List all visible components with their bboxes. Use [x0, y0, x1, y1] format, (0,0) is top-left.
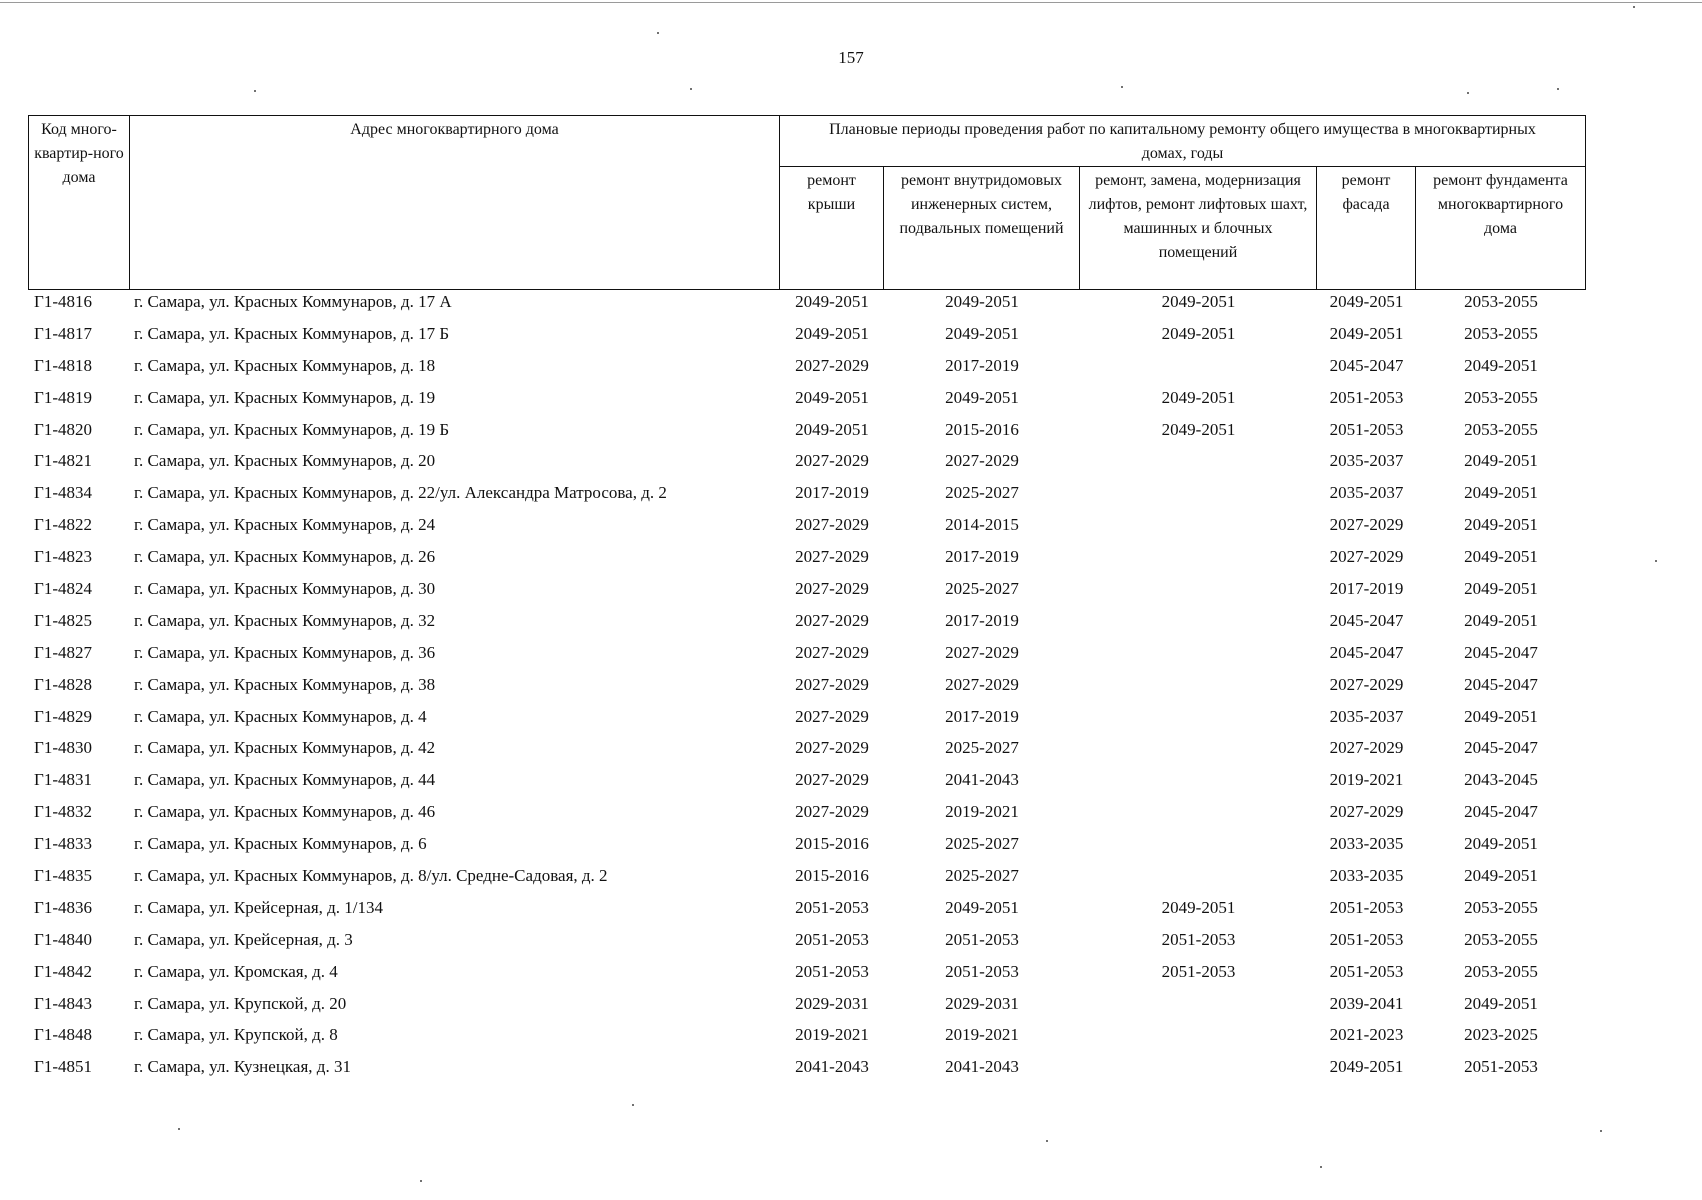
- cell-roof: 2019-2021: [795, 1025, 869, 1045]
- scan-speck: [1320, 1166, 1322, 1168]
- cell-code: Г1-4833: [34, 834, 92, 854]
- cell-foundation: 2053-2055: [1464, 323, 1538, 343]
- cell-roof: 2015-2016: [795, 834, 869, 854]
- cell-foundation: 2053-2055: [1464, 897, 1538, 917]
- cell-address: г. Самара, ул. Красных Коммунаров, д. 26: [134, 547, 436, 567]
- cell-facade: 2051-2053: [1329, 897, 1404, 917]
- cell-foundation: 2049-2051: [1464, 355, 1538, 375]
- cell-engineering: 2027-2029: [945, 451, 1019, 471]
- cell-facade: 2033-2035: [1329, 834, 1404, 854]
- header-address: Адрес многоквартирного дома: [130, 116, 780, 290]
- scan-speck: [1467, 92, 1469, 94]
- table-row: [28, 994, 1588, 1026]
- cell-foundation: 2053-2055: [1464, 961, 1538, 981]
- cell-roof: 2051-2053: [795, 897, 869, 917]
- scan-top-edge: [0, 2, 1702, 3]
- cell-address: г. Самара, ул. Кузнецкая, д. 31: [134, 1057, 351, 1077]
- cell-address: г. Самара, ул. Красных Коммунаров, д. 17 А: [134, 292, 452, 311]
- table-row: [28, 515, 1588, 547]
- cell-engineering: 2051-2053: [945, 929, 1019, 949]
- cell-roof: 2049-2051: [795, 323, 869, 343]
- cell-roof: 2041-2043: [795, 1057, 869, 1077]
- cell-foundation: 2049-2051: [1464, 610, 1538, 630]
- cell-roof: 2049-2051: [795, 387, 869, 407]
- cell-code: Г1-4831: [34, 770, 92, 790]
- table-header: [28, 115, 1586, 290]
- cell-code: Г1-4817: [34, 323, 92, 343]
- cell-address: г. Самара, ул. Красных Коммунаров, д. 24: [134, 515, 436, 535]
- cell-code: Г1-4851: [34, 1057, 92, 1077]
- cell-address: г. Самара, ул. Крейсерная, д. 3: [134, 929, 353, 949]
- cell-engineering: 2049-2051: [945, 323, 1019, 343]
- table-row: [28, 483, 1588, 515]
- page-number: 157: [838, 48, 864, 67]
- header-code: Код много-квартир-ного дома: [29, 116, 130, 290]
- cell-facade: 2049-2051: [1329, 323, 1404, 343]
- cell-facade: 2035-2037: [1329, 451, 1404, 471]
- cell-engineering: 2025-2027: [945, 866, 1019, 886]
- table-row: [28, 451, 1588, 483]
- cell-foundation: 2053-2055: [1464, 419, 1538, 439]
- cell-lifts: 2049-2051: [1161, 292, 1236, 311]
- cell-engineering: 2027-2029: [945, 642, 1019, 662]
- cell-lifts: 2049-2051: [1161, 897, 1236, 917]
- cell-roof: 2017-2019: [795, 483, 869, 503]
- cell-engineering: 2017-2019: [945, 610, 1019, 630]
- cell-roof: 2027-2029: [795, 547, 869, 567]
- cell-lifts: 2049-2051: [1161, 387, 1236, 407]
- cell-facade: 2027-2029: [1329, 802, 1404, 822]
- cell-engineering: 2049-2051: [945, 897, 1019, 917]
- cell-code: Г1-4830: [34, 738, 92, 758]
- table-row: [28, 707, 1588, 739]
- cell-code: Г1-4828: [34, 674, 92, 694]
- cell-facade: 2051-2053: [1329, 387, 1404, 407]
- table-row: [28, 962, 1588, 994]
- cell-address: г. Самара, ул. Красных Коммунаров, д. 18: [134, 355, 436, 375]
- table-row: [28, 292, 1588, 324]
- cell-facade: 2027-2029: [1329, 515, 1404, 535]
- cell-code: Г1-4834: [34, 483, 92, 503]
- table-row: [28, 420, 1588, 452]
- cell-foundation: 2049-2051: [1464, 866, 1538, 886]
- cell-roof: 2051-2053: [795, 961, 869, 981]
- header-roof: ремонт крыши: [780, 167, 884, 290]
- cell-engineering: 2027-2029: [945, 674, 1019, 694]
- cell-engineering: 2019-2021: [945, 1025, 1019, 1045]
- table-row: [28, 898, 1588, 930]
- cell-facade: 2051-2053: [1329, 961, 1404, 981]
- cell-roof: 2027-2029: [795, 770, 869, 790]
- cell-engineering: 2025-2027: [945, 579, 1019, 599]
- cell-roof: 2027-2029: [795, 642, 869, 662]
- cell-facade: 2017-2019: [1329, 579, 1404, 599]
- header-engineering: ремонт внутридомовых инженерных систем, подвальных помещений: [884, 167, 1080, 290]
- cell-engineering: 2019-2021: [945, 802, 1019, 822]
- cell-address: г. Самара, ул. Красных Коммунаров, д. 22/ул. Александра Матросова, д. 2: [134, 483, 667, 503]
- header-lifts: ремонт, замена, модернизация лифтов, ремонт лифтовых шахт, машинных и блочных помещений: [1080, 167, 1317, 290]
- cell-facade: 2027-2029: [1329, 738, 1404, 758]
- header-periods: Плановые периоды проведения работ по капитальному ремонту общего имущества в многоквартирных домах, годы: [780, 116, 1586, 167]
- cell-foundation: 2053-2055: [1464, 387, 1538, 407]
- cell-facade: 2033-2035: [1329, 866, 1404, 886]
- table-body: [28, 292, 1588, 1089]
- cell-roof: 2027-2029: [795, 451, 869, 471]
- cell-engineering: 2049-2051: [945, 292, 1019, 311]
- cell-address: г. Самара, ул. Красных Коммунаров, д. 17 Б: [134, 323, 450, 343]
- cell-address: г. Самара, ул. Красных Коммунаров, д. 36: [134, 642, 436, 662]
- scan-speck: [1121, 86, 1123, 88]
- table-row: [28, 643, 1588, 675]
- cell-roof: 2027-2029: [795, 355, 869, 375]
- cell-code: Г1-4824: [34, 579, 92, 599]
- cell-foundation: 2049-2051: [1464, 547, 1538, 567]
- cell-facade: 2051-2053: [1329, 929, 1404, 949]
- cell-address: г. Самара, ул. Красных Коммунаров, д. 20: [134, 451, 436, 471]
- cell-address: г. Самара, ул. Красных Коммунаров, д. 42: [134, 738, 436, 758]
- cell-foundation: 2045-2047: [1464, 802, 1538, 822]
- cell-foundation: 2049-2051: [1464, 706, 1538, 726]
- scan-speck: [1557, 88, 1559, 90]
- cell-address: г. Самара, ул. Красных Коммунаров, д. 30: [134, 579, 436, 599]
- table-row: [28, 930, 1588, 962]
- cell-roof: 2027-2029: [795, 802, 869, 822]
- cell-foundation: 2043-2045: [1464, 770, 1538, 790]
- cell-engineering: 2029-2031: [945, 993, 1019, 1013]
- cell-foundation: 2045-2047: [1464, 674, 1538, 694]
- cell-roof: 2027-2029: [795, 706, 869, 726]
- cell-engineering: 2017-2019: [945, 355, 1019, 375]
- cell-address: г. Самара, ул. Красных Коммунаров, д. 46: [134, 802, 436, 822]
- scan-speck: [178, 1128, 180, 1130]
- scan-speck: [1655, 560, 1657, 562]
- cell-address: г. Самара, ул. Красных Коммунаров, д. 4: [134, 706, 427, 726]
- cell-foundation: 2049-2051: [1464, 834, 1538, 854]
- cell-roof: 2027-2029: [795, 515, 869, 535]
- scan-speck: [690, 88, 692, 90]
- table-row: [28, 388, 1588, 420]
- cell-facade: 2039-2041: [1329, 993, 1404, 1013]
- cell-code: Г1-4822: [34, 515, 92, 535]
- cell-facade: 2027-2029: [1329, 547, 1404, 567]
- cell-code: Г1-4842: [34, 961, 92, 981]
- cell-engineering: 2017-2019: [945, 706, 1019, 726]
- cell-code: Г1-4832: [34, 802, 92, 822]
- cell-code: Г1-4818: [34, 355, 92, 375]
- cell-foundation: 2053-2055: [1464, 929, 1538, 949]
- cell-roof: 2049-2051: [795, 292, 869, 311]
- cell-engineering: 2015-2016: [945, 419, 1019, 439]
- cell-roof: 2027-2029: [795, 579, 869, 599]
- cell-engineering: 2049-2051: [945, 387, 1019, 407]
- cell-facade: 2045-2047: [1329, 642, 1404, 662]
- cell-facade: 2045-2047: [1329, 610, 1404, 630]
- table-row: [28, 802, 1588, 834]
- scan-speck: [1046, 1140, 1048, 1142]
- scan-speck: [657, 32, 659, 34]
- cell-foundation: 2053-2055: [1464, 292, 1538, 311]
- cell-facade: 2019-2021: [1329, 770, 1404, 790]
- cell-lifts: 2049-2051: [1161, 323, 1236, 343]
- cell-roof: 2027-2029: [795, 674, 869, 694]
- header-facade: ремонт фасада: [1317, 167, 1416, 290]
- cell-address: г. Самара, ул. Кромская, д. 4: [134, 961, 338, 981]
- scan-speck: [1633, 6, 1635, 8]
- cell-engineering: 2017-2019: [945, 547, 1019, 567]
- cell-roof: 2051-2053: [795, 929, 869, 949]
- cell-facade: 2021-2023: [1329, 1025, 1404, 1045]
- table-row: [28, 738, 1588, 770]
- table-row: [28, 1057, 1588, 1089]
- cell-code: Г1-4816: [34, 292, 92, 311]
- table-row: [28, 866, 1588, 898]
- cell-address: г. Самара, ул. Крейсерная, д. 1/134: [134, 897, 384, 917]
- cell-engineering: 2025-2027: [945, 738, 1019, 758]
- cell-engineering: 2051-2053: [945, 961, 1019, 981]
- table-row: [28, 834, 1588, 866]
- cell-foundation: 2049-2051: [1464, 515, 1538, 535]
- cell-facade: 2049-2051: [1329, 1057, 1404, 1077]
- scan-speck: [1600, 1130, 1602, 1132]
- cell-address: г. Самара, ул. Красных Коммунаров, д. 44: [134, 770, 436, 790]
- cell-code: Г1-4821: [34, 451, 92, 471]
- cell-code: Г1-4820: [34, 419, 92, 439]
- cell-engineering: 2041-2043: [945, 770, 1019, 790]
- cell-lifts: 2049-2051: [1161, 419, 1236, 439]
- table-row: [28, 324, 1588, 356]
- cell-code: Г1-4827: [34, 642, 92, 662]
- table-row: [28, 1025, 1588, 1057]
- cell-code: Г1-4840: [34, 929, 92, 949]
- cell-roof: 2027-2029: [795, 610, 869, 630]
- table-row: [28, 675, 1588, 707]
- cell-lifts: 2051-2053: [1161, 929, 1236, 949]
- cell-foundation: 2049-2051: [1464, 579, 1538, 599]
- cell-facade: 2049-2051: [1329, 292, 1404, 311]
- cell-foundation: 2051-2053: [1464, 1057, 1538, 1077]
- cell-address: г. Самара, ул. Красных Коммунаров, д. 19: [134, 387, 436, 407]
- table-row: [28, 356, 1588, 388]
- cell-foundation: 2049-2051: [1464, 993, 1538, 1013]
- cell-code: Г1-4848: [34, 1025, 92, 1045]
- cell-foundation: 2049-2051: [1464, 451, 1538, 471]
- cell-address: г. Самара, ул. Красных Коммунаров, д. 6: [134, 834, 427, 854]
- table-row: [28, 611, 1588, 643]
- table-row: [28, 547, 1588, 579]
- scan-speck: [420, 1180, 422, 1182]
- cell-facade: 2045-2047: [1329, 355, 1404, 375]
- cell-foundation: 2045-2047: [1464, 642, 1538, 662]
- cell-address: г. Самара, ул. Красных Коммунаров, д. 38: [134, 674, 436, 694]
- cell-facade: 2035-2037: [1329, 483, 1404, 503]
- cell-lifts: 2051-2053: [1161, 961, 1236, 981]
- cell-address: г. Самара, ул. Красных Коммунаров, д. 19 Б: [134, 419, 450, 439]
- cell-engineering: 2041-2043: [945, 1057, 1019, 1077]
- cell-address: г. Самара, ул. Красных Коммунаров, д. 32: [134, 610, 436, 630]
- cell-address: г. Самара, ул. Крупской, д. 20: [134, 993, 347, 1013]
- header-foundation: ремонт фундамента многоквартирного дома: [1416, 167, 1586, 290]
- cell-foundation: 2045-2047: [1464, 738, 1538, 758]
- cell-code: Г1-4835: [34, 866, 92, 886]
- table-row: [28, 579, 1588, 611]
- cell-roof: 2029-2031: [795, 993, 869, 1013]
- cell-code: Г1-4829: [34, 706, 92, 726]
- scan-speck: [632, 1104, 634, 1106]
- cell-address: г. Самара, ул. Крупской, д. 8: [134, 1025, 338, 1045]
- cell-code: Г1-4843: [34, 993, 92, 1013]
- cell-foundation: 2023-2025: [1464, 1025, 1538, 1045]
- cell-code: Г1-4819: [34, 387, 92, 407]
- cell-code: Г1-4823: [34, 547, 92, 567]
- cell-address: г. Самара, ул. Красных Коммунаров, д. 8/ул. Средне-Садовая, д. 2: [134, 866, 608, 886]
- table-row: [28, 770, 1588, 802]
- cell-code: Г1-4825: [34, 610, 92, 630]
- cell-foundation: 2049-2051: [1464, 483, 1538, 503]
- scan-speck: [254, 90, 256, 92]
- cell-roof: 2015-2016: [795, 866, 869, 886]
- cell-facade: 2027-2029: [1329, 674, 1404, 694]
- cell-roof: 2027-2029: [795, 738, 869, 758]
- cell-code: Г1-4836: [34, 897, 92, 917]
- cell-engineering: 2025-2027: [945, 834, 1019, 854]
- cell-facade: 2051-2053: [1329, 419, 1404, 439]
- cell-facade: 2035-2037: [1329, 706, 1404, 726]
- cell-engineering: 2014-2015: [945, 515, 1019, 535]
- cell-engineering: 2025-2027: [945, 483, 1019, 503]
- cell-roof: 2049-2051: [795, 419, 869, 439]
